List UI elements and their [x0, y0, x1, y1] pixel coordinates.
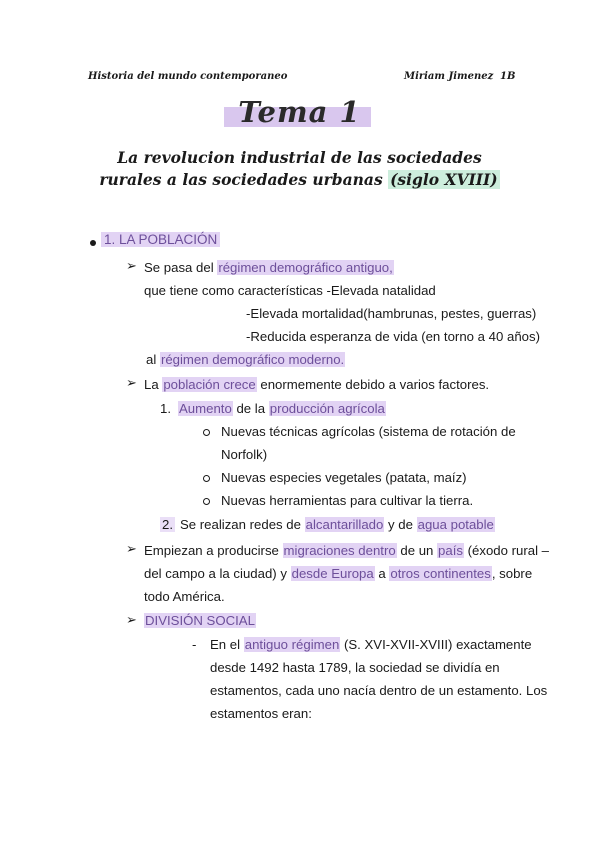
sub2-pre: Se realizan redes de: [180, 517, 305, 532]
item4-line1-highlight: antiguo régimen: [244, 637, 340, 652]
item3-line2-mid: a: [374, 566, 390, 581]
item3-line3: todo América.: [144, 589, 225, 604]
section-label-text: 1. LA POBLACIÓN: [101, 232, 220, 247]
sub2-mid: y de: [384, 517, 417, 532]
section-bullet: [90, 240, 96, 246]
item1-highlight: régimen demográfico antiguo,: [218, 260, 393, 275]
arrow-bullet-icon: ➢: [126, 376, 137, 391]
item3-line2: [144, 566, 532, 581]
sub1-line: [178, 401, 386, 416]
item4-line2: desde 1492 hasta 1789, la sociedad se dividía en: [210, 660, 500, 675]
sub2-highlight2: agua potable: [417, 517, 494, 532]
author-name: Miriam Jimenez: [404, 71, 494, 82]
subtitle-line2: [0, 170, 599, 189]
item4-label: [144, 613, 256, 628]
item3-line2-post: , sobre: [491, 566, 533, 581]
arrow-bullet-icon: ➢: [126, 613, 137, 628]
sub1-point1-cont: Norfolk): [221, 447, 268, 462]
course-name: Historia del mundo contemporaneo: [88, 71, 288, 82]
sub1-point3: Nuevas herramientas para cultivar la tierra.: [221, 493, 474, 508]
item4-dash: -: [192, 637, 197, 652]
item1-line3: -Elevada mortalidad(hambrunas, pestes, guerras): [246, 306, 537, 321]
section-label: [101, 232, 220, 247]
subtitle-line2-text: rurales a las sociedades urbanas: [99, 170, 389, 189]
item1-line2: que tiene como características -Elevada natalidad: [144, 283, 436, 298]
sub2-highlight1: alcantarillado: [305, 517, 384, 532]
item3-line2-pre: del campo a la ciudad) y: [144, 566, 291, 581]
item3-mid: de un: [396, 543, 438, 558]
item1-line5-highlight: régimen demográfico moderno.: [160, 352, 345, 367]
sub2-number-text: 2.: [162, 517, 173, 532]
item1-pre: Se pasa del: [144, 260, 218, 275]
sub1-point2: Nuevas especies vegetales (patata, maíz): [221, 470, 467, 485]
item4-line4: estamentos eran:: [210, 706, 312, 721]
sub1-point1: Nuevas técnicas agrícolas (sistema de rotación de: [221, 424, 516, 439]
arrow-bullet-icon: ➢: [126, 542, 137, 557]
item4-line3: estamentos, cada uno nacía dentro de un estamento. Los: [210, 683, 548, 698]
sub2-line: [180, 517, 495, 532]
page-title: [238, 95, 360, 129]
arrow-bullet-icon: ➢: [126, 259, 137, 274]
sub1-highlight2: producción agrícola: [269, 401, 385, 416]
title-text: Tema 1: [238, 95, 361, 129]
item3-highlight2: país: [438, 543, 463, 558]
item3-pre: Empiezan a producirse: [144, 543, 283, 558]
sub1-highlight1: Aumento: [179, 401, 232, 416]
item3-line1: [144, 543, 549, 558]
item1-line5: [146, 352, 345, 367]
item1-line4: -Reducida esperanza de vida (en torno a 40 años): [246, 329, 540, 344]
item2-highlight: población crece: [163, 377, 256, 392]
sub1-mid: de la: [232, 401, 269, 416]
item1-line5-pre: al: [146, 352, 160, 367]
item3-post: (éxodo rural –: [463, 543, 550, 558]
sub2-number: [160, 517, 175, 532]
group-label: 1B: [500, 71, 516, 82]
item3-line2-highlight2: otros continentes: [390, 566, 491, 581]
circle-bullet-icon: [203, 498, 210, 505]
subtitle-line1: La revolucion industrial de las sociedades: [117, 148, 482, 167]
item2-pre: La: [144, 377, 163, 392]
circle-bullet-icon: [203, 429, 210, 436]
item2-post: enormemente debido a varios factores.: [256, 377, 490, 392]
sub1-number: 1.: [160, 401, 171, 416]
item2-line1: [144, 377, 489, 392]
item3-line2-highlight1: desde Europa: [291, 566, 374, 581]
item4-line1-pre: En el: [210, 637, 244, 652]
title-container: [0, 95, 599, 129]
circle-bullet-icon: [203, 475, 210, 482]
item1-line1: [144, 260, 394, 275]
item4-label-highlight: DIVISIÓN SOCIAL: [145, 613, 255, 628]
subtitle-century-highlight: (siglo XVIII): [390, 170, 498, 189]
item3-highlight1: migraciones dentro: [283, 543, 396, 558]
item4-line1-post: (S. XVI-XVII-XVIII) exactamente: [340, 637, 532, 652]
item4-line1: [210, 637, 532, 652]
